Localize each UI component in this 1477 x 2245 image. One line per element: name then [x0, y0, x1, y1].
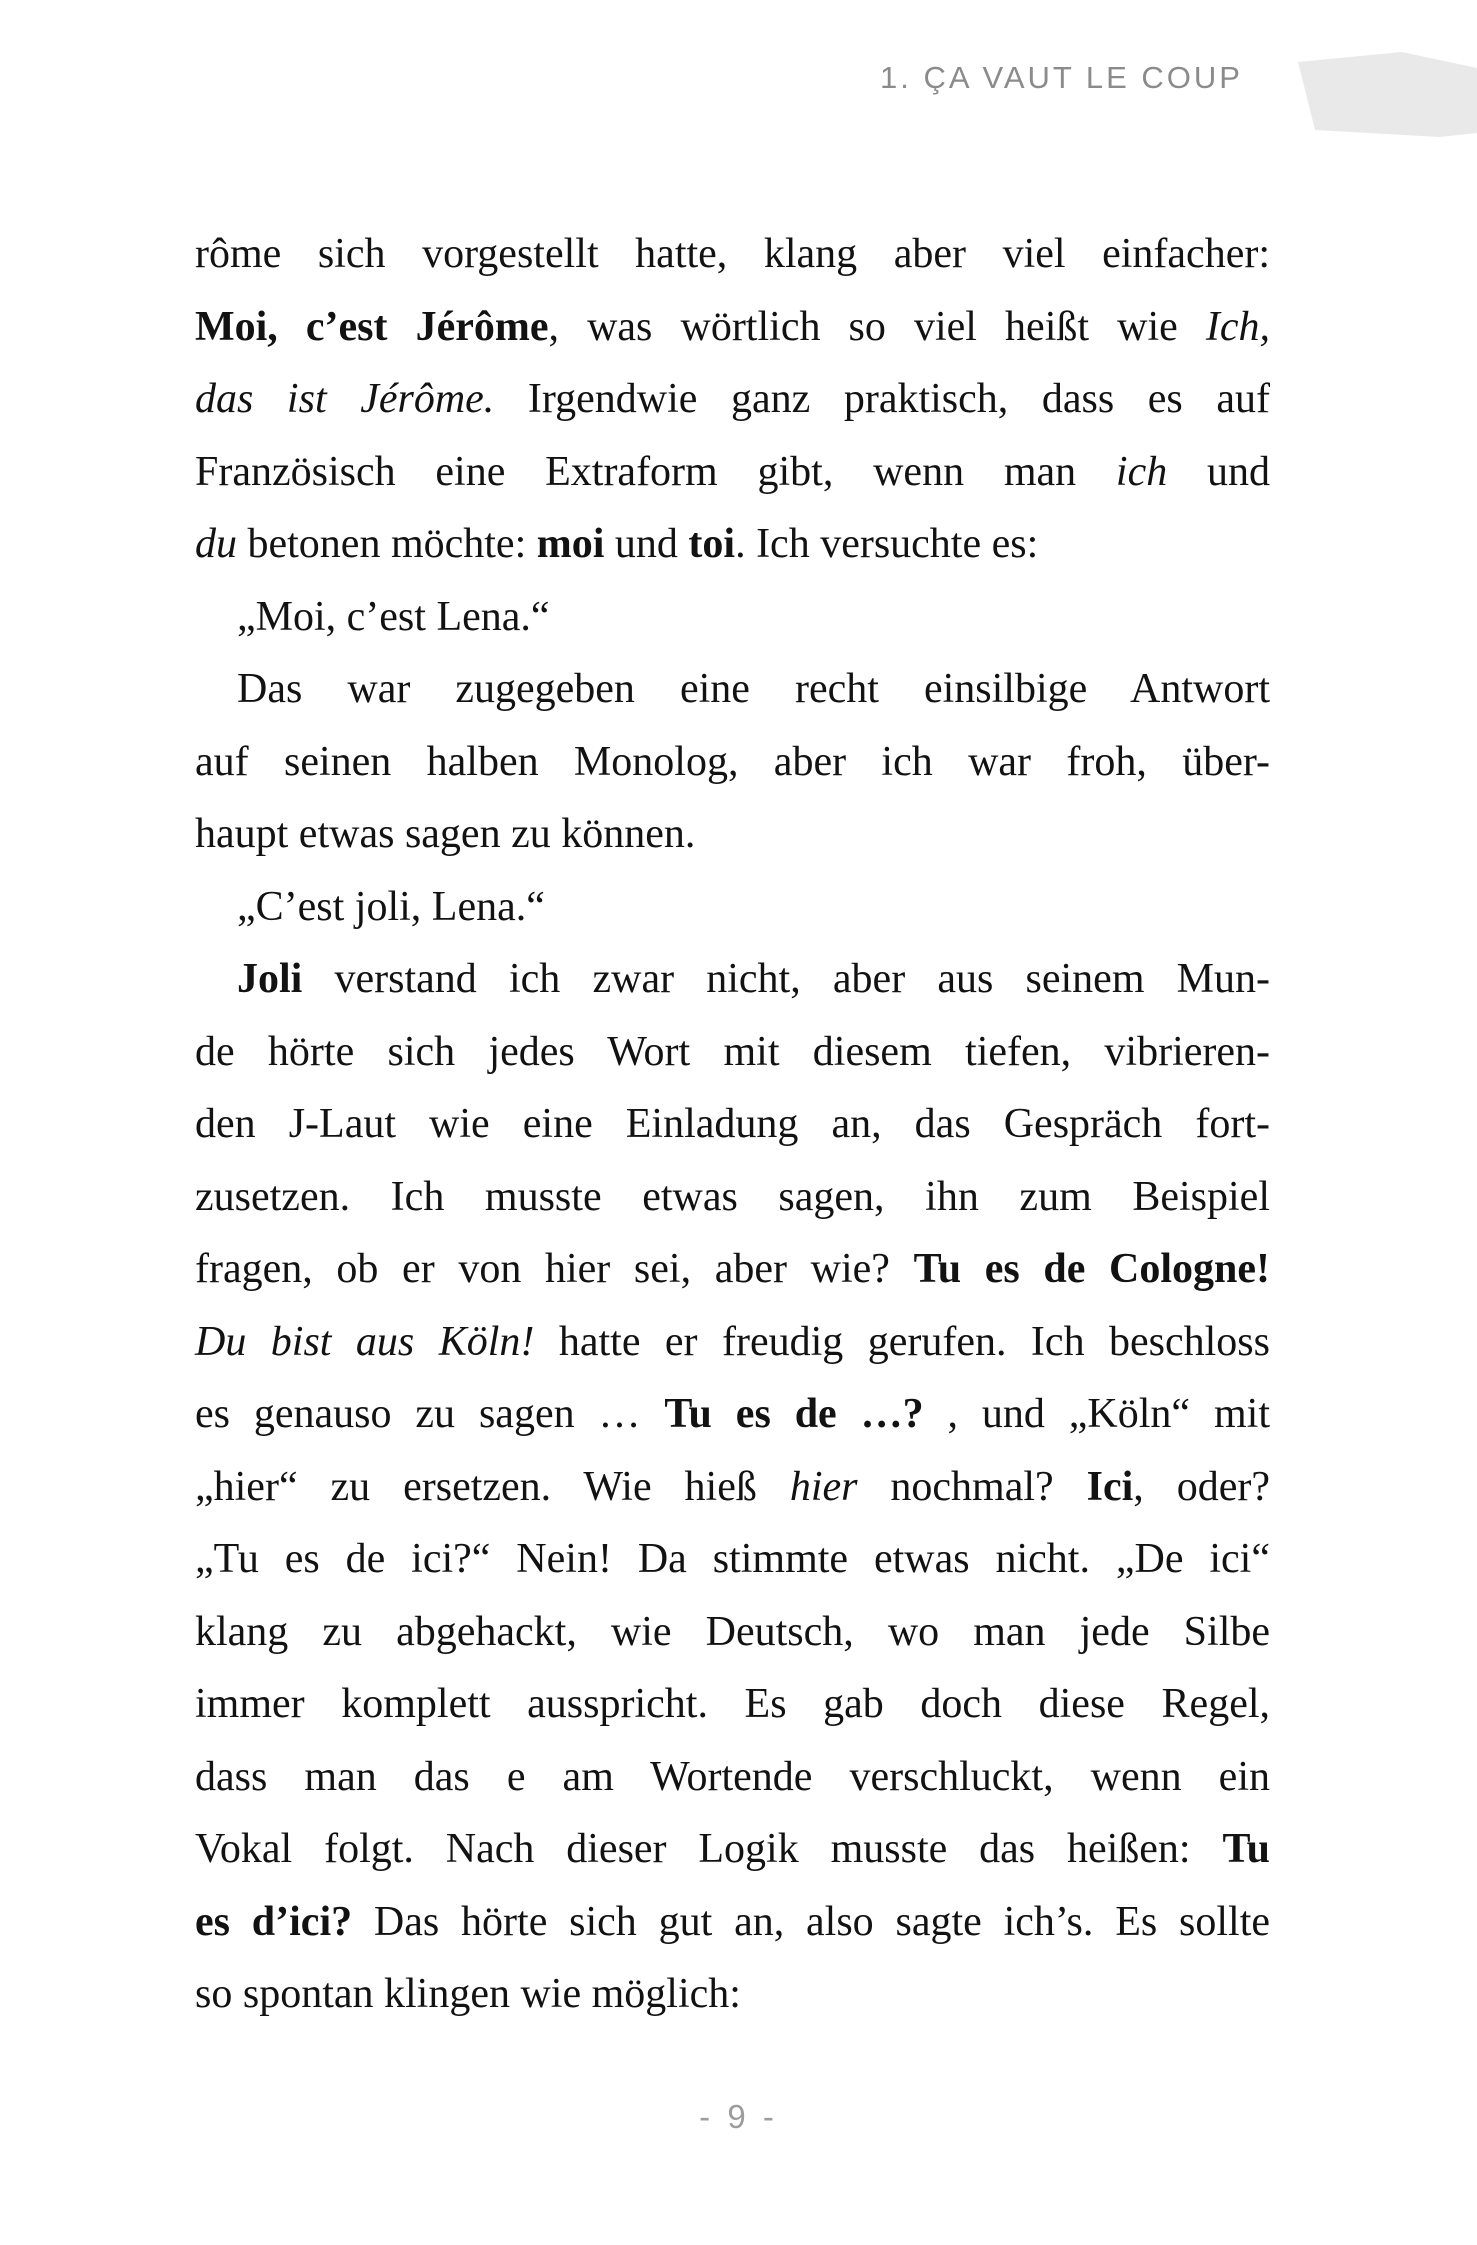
regular-text: den J-Laut wie eine Einladung an, das Gespräch fort-	[195, 1101, 1270, 1147]
text-line	[195, 1596, 1270, 1669]
regular-text: es genauso zu sagen …	[195, 1391, 665, 1437]
corner-decoration-shape	[1298, 52, 1477, 137]
bold-text: moi	[536, 521, 605, 567]
regular-text: „Tu es de ici?“ Nein! Da stimmte etwas nicht. „De ici“	[195, 1536, 1270, 1582]
regular-text: und	[1167, 448, 1271, 495]
regular-text: , was wörtlich so viel heißt wie	[548, 303, 1206, 350]
corner-decoration	[1217, 0, 1477, 150]
text-line	[195, 653, 1270, 726]
text-line	[195, 1886, 1270, 1959]
bold-text: toi	[688, 521, 736, 567]
italic-text: das ist Jérôme.	[195, 376, 495, 422]
text-line	[195, 1088, 1270, 1161]
italic-text: ich	[1115, 448, 1168, 495]
regular-text: Französisch eine Extraform gibt, wenn man	[195, 448, 1116, 495]
text-line	[195, 581, 1270, 654]
regular-text: so spontan klingen wie möglich:	[195, 1971, 741, 2017]
regular-text: Das war zugegeben eine recht einsilbige Antwort	[237, 666, 1270, 712]
regular-text: fragen, ob er von hier sei, aber wie?	[195, 1246, 914, 1292]
text-line	[195, 798, 1270, 871]
text-line	[195, 1668, 1270, 1741]
text-line	[195, 363, 1270, 436]
text-line	[195, 508, 1270, 581]
regular-text: hatte er freudig gerufen. Ich beschloss	[534, 1318, 1271, 1365]
regular-text: nochmal?	[857, 1463, 1087, 1510]
regular-text: klang zu abgehackt, wie Deutsch, wo man jede Silbe	[195, 1608, 1270, 1655]
text-line	[195, 291, 1270, 364]
body-text	[195, 218, 1270, 2031]
regular-text: „hier“ zu ersetzen. Wie hieß	[195, 1463, 790, 1510]
regular-text: „Moi, c’est Lena.“	[237, 593, 550, 640]
regular-text: Irgendwie ganz praktisch, dass es auf	[494, 376, 1270, 422]
text-line	[195, 436, 1270, 509]
text-line	[195, 1378, 1270, 1451]
text-line	[195, 1451, 1270, 1524]
italic-text: Ich,	[1205, 303, 1270, 350]
text-line	[195, 726, 1270, 799]
regular-text: zusetzen. Ich musste etwas sagen, ihn zum Beispiel	[195, 1173, 1270, 1220]
bold-text: Moi, c’est Jérôme	[195, 303, 549, 350]
regular-text: de hörte sich jedes Wort mit diesem tiefen, vibrieren-	[195, 1028, 1270, 1075]
text-line	[195, 943, 1270, 1016]
regular-text: , und „Köln“ mit	[923, 1391, 1270, 1437]
chapter-header: 1. ÇA VAUT LE COUP	[880, 60, 1243, 95]
regular-text: haupt etwas sagen zu können.	[195, 811, 696, 857]
bold-text: Tu es de …?	[664, 1391, 924, 1437]
bold-text: Tu	[1222, 1826, 1270, 1872]
text-line	[195, 1161, 1270, 1234]
regular-text: Vokal folgt. Nach dieser Logik musste das heißen:	[195, 1826, 1223, 1872]
text-line	[195, 1813, 1270, 1886]
text-line	[195, 871, 1270, 944]
bold-text: es d’ici?	[195, 1898, 353, 1945]
regular-text: „C’est joli, Lena.“	[237, 883, 545, 930]
regular-text: und	[604, 521, 689, 567]
text-line	[195, 1958, 1270, 2031]
page-number: - 9 -	[699, 2098, 778, 2135]
regular-text: Das hörte sich gut an, also sagte ich’s. Es sollte	[352, 1898, 1271, 1945]
regular-text: betonen möchte:	[237, 521, 537, 567]
italic-text: Du bist aus Köln!	[195, 1318, 535, 1365]
bold-text: Tu es de Cologne!	[913, 1246, 1270, 1292]
regular-text: , oder?	[1133, 1463, 1270, 1510]
text-line	[195, 1306, 1270, 1379]
bold-text: Ici	[1086, 1463, 1134, 1510]
text-line	[195, 218, 1270, 291]
regular-text: rôme sich vorgestellt hatte, klang aber viel einfacher:	[195, 231, 1270, 277]
regular-text: verstand ich zwar nicht, aber aus seinem Mun-	[302, 956, 1270, 1002]
bold-text: Joli	[237, 956, 303, 1002]
regular-text: auf seinen halben Monolog, aber ich war froh, über-	[195, 738, 1270, 785]
italic-text: hier	[789, 1463, 858, 1510]
regular-text: dass man das e am Wortende verschluckt, wenn ein	[195, 1753, 1270, 1800]
italic-text: du	[195, 521, 237, 567]
regular-text: . Ich versuchte es:	[735, 521, 1039, 567]
text-line	[195, 1233, 1270, 1306]
regular-text: immer komplett ausspricht. Es gab doch diese Regel,	[195, 1681, 1270, 1727]
text-line	[195, 1523, 1270, 1596]
text-line	[195, 1016, 1270, 1089]
text-line	[195, 1741, 1270, 1814]
